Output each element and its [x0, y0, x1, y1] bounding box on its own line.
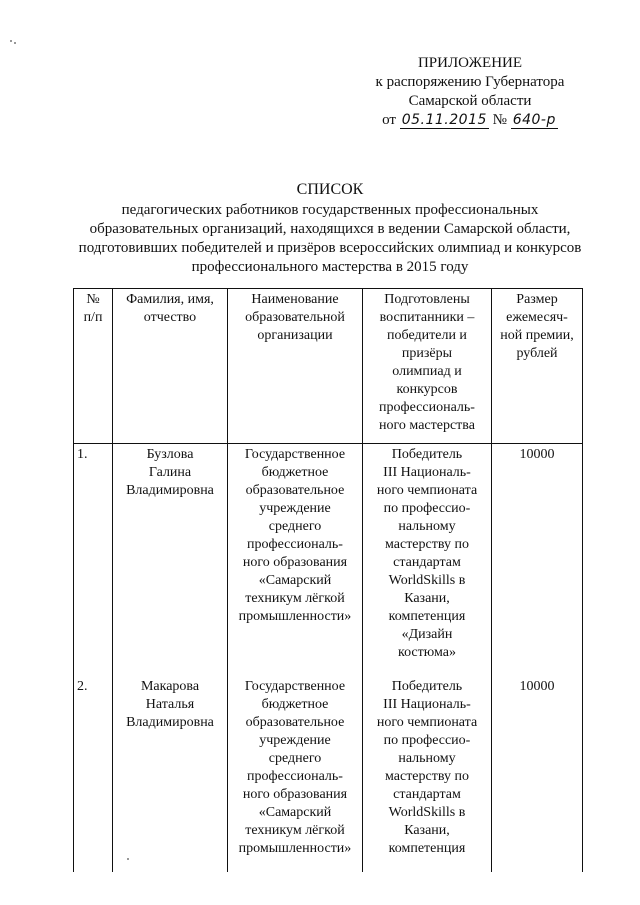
row-prepared: Победитель III Националь- ного чемпионата по профессио- нальному мастерству по стандартам WorldSkills в Казани, компетенция — [363, 676, 492, 872]
subtitle-line: педагогических работников государственных профессиональных — [121, 202, 539, 218]
date-prefix: от — [382, 112, 396, 128]
appendix-date-line — [340, 111, 600, 130]
table-header-row — [74, 289, 583, 444]
appendix-line-1: к распоряжению Губернатора — [375, 74, 565, 90]
header-name: Фамилия, имя, отчество — [113, 289, 228, 444]
subtitle-line: образовательных организаций, находящихся в ведении Самарской области, — [89, 221, 571, 237]
row-organization: Государственное бюджетное образовательное учреждение среднего профессиональ- ного образования «Самарский техникум лёгкой промышленности» — [228, 676, 363, 872]
row-prepared: Победитель III Националь- ного чемпионата по профессио- нальному мастерству по стандартам WorldSkills в Казани, компетенция «Дизайн костюма» — [363, 444, 492, 677]
row-teacher-name: Макарова Наталья Владимировна — [113, 676, 228, 872]
row-bonus: 10000 — [492, 676, 583, 872]
appendix-line-2: Самарской области — [408, 93, 532, 109]
row-bonus: 10000 — [492, 444, 583, 677]
subtitle-line: подготовивших победителей и призёров всероссийских олимпиад и конкурсов — [78, 240, 582, 256]
header-organization: Наименование образовательной организации — [228, 289, 363, 444]
header-number: № п/п — [74, 289, 113, 444]
number-prefix: № — [492, 112, 507, 128]
row-number: 1. — [74, 444, 113, 677]
header-prepared: Подготовлены воспитанники – победители и призёры олимпиад и конкурсов профессиональ- ного мастерства — [363, 289, 492, 444]
document-title: СПИСОК — [296, 181, 364, 198]
row-number: 2. — [74, 676, 113, 872]
teachers-table — [73, 288, 583, 872]
handwritten-date: 05.11.2015 — [401, 112, 487, 128]
table-row — [74, 676, 583, 872]
row-organization: Государственное бюджетное образовательное учреждение среднего профессиональ- ного образования «Самарский техникум лёгкой промышленности» — [228, 444, 363, 677]
appendix-block — [340, 54, 600, 130]
appendix-heading: ПРИЛОЖЕНИЕ — [417, 55, 523, 71]
row-teacher-name: Бузлова Галина Владимировна — [113, 444, 228, 677]
subtitle-line: профессионального мастерства в 2015 году — [191, 259, 469, 275]
scan-speck — [14, 42, 16, 44]
handwritten-number: 640-р — [512, 112, 556, 128]
header-bonus: Размер ежемесяч- ной премии, рублей — [492, 289, 583, 444]
scan-speck — [10, 40, 12, 42]
table-row — [74, 444, 583, 677]
document-title-block — [60, 180, 600, 277]
